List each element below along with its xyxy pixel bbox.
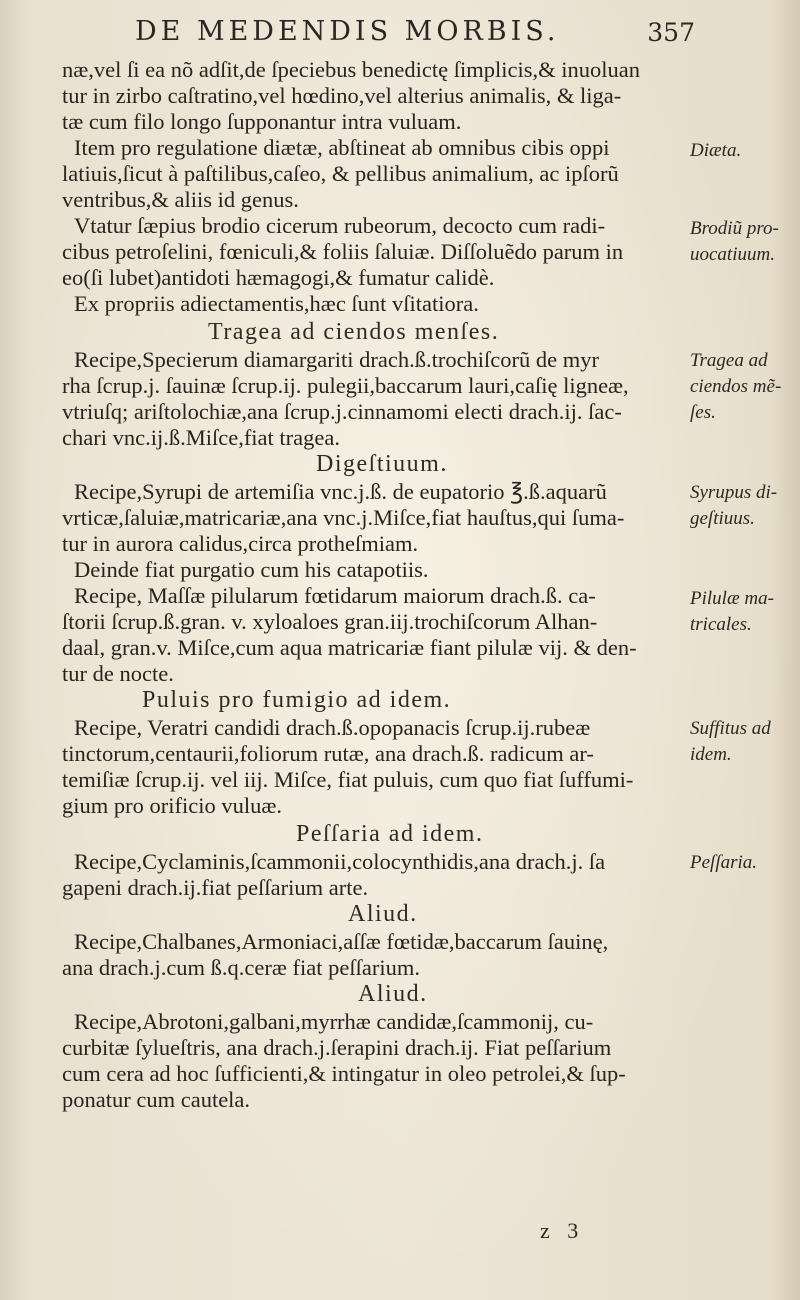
text-line: cum cera ad hoc ſufficienti,& intingatur in oleo petrolei,& ſup- xyxy=(62,1061,626,1086)
text-line: ponatur cum cautela. xyxy=(62,1087,251,1112)
margin-note: Suffitus ad xyxy=(690,718,771,739)
margin-note: geſtiuus. xyxy=(690,508,755,529)
text-line: vtriuſq; ariſtolochiæ,ana ſcrup.j.cinnamomi electi drach.ij. ſac- xyxy=(62,399,622,424)
section-heading: Tragea ad ciendos menſes. xyxy=(208,319,500,345)
running-title: DE MEDENDIS MORBIS. xyxy=(135,16,560,47)
text-line: tur de nocte. xyxy=(62,661,174,686)
text-line: tæ cum filo longo ſupponantur intra vuluam. xyxy=(62,109,462,134)
page-number: 357 xyxy=(647,18,695,47)
text-line: ventribus,& aliis id genus. xyxy=(62,187,299,212)
margin-note: Brodiũ pro- xyxy=(690,218,779,239)
margin-note: tricales. xyxy=(690,614,752,635)
text-line: daal, gran.v. Miſce,cum aqua matricariæ fiant pilulæ vij. & den- xyxy=(62,635,637,660)
text-line: Recipe, Veratri candidi drach.ß.opopanacis ſcrup.ij.rubeæ xyxy=(74,715,591,740)
margin-note: ſes. xyxy=(690,402,716,423)
text-line: cibus petroſelini, fœniculi,& foliis ſaluiæ. Diſſoluẽdo parum in xyxy=(62,239,624,264)
text-line: gapeni drach.ij.fiat peſſarium arte. xyxy=(62,875,369,900)
text-line: temiſiæ ſcrup.ij. vel iij. Miſce, fiat puluis, cum quo fiat ſuffumi- xyxy=(62,767,634,792)
margin-note: idem. xyxy=(690,744,732,765)
text-line: tur in aurora calidus,circa protheſmiam. xyxy=(62,531,419,556)
section-heading: Aliud. xyxy=(358,981,428,1007)
margin-note: Tragea ad xyxy=(690,350,768,371)
text-line: Deinde fiat purgatio cum his catapotiis. xyxy=(74,557,429,582)
text-line: eo(ſi lubet)antidoti hæmagogi,& fumatur calidè. xyxy=(62,265,495,290)
margin-note: Pilulæ ma- xyxy=(690,588,774,609)
text-line: vrticæ,ſaluiæ,matricariæ,ana vnc.j.Miſce,fiat hauſtus,qui ſuma- xyxy=(62,505,625,530)
text-line: latiuis,ſicut à paſtilibus,caſeo, & pellibus animalium, ac ipſorũ xyxy=(62,161,619,186)
text-line: gium pro orificio vuluæ. xyxy=(62,793,282,818)
section-heading: Peſſaria ad idem. xyxy=(296,821,484,847)
text-line: chari vnc.ij.ß.Miſce,fiat tragea. xyxy=(62,425,340,450)
section-heading: Puluis pro fumigio ad idem. xyxy=(142,687,452,713)
text-line: tinctorum,centaurii,foliorum rutæ, ana drach.ß. radicum ar- xyxy=(62,741,594,766)
margin-note: Peſſaria. xyxy=(690,852,758,873)
margin-note: Diæta. xyxy=(690,140,742,161)
section-heading: Digeſtiuum. xyxy=(316,451,448,477)
text-line: Recipe, Maſſæ pilularum fœtidarum maiorum drach.ß. ca- xyxy=(74,583,596,608)
margin-note: Syrupus di- xyxy=(690,482,778,503)
text-line: ana drach.j.cum ß.q.ceræ fiat peſſarium. xyxy=(62,955,420,980)
text-line: Recipe,Specierum diamargariti drach.ß.trochiſcorũ de myr xyxy=(74,347,600,372)
text-line: Vtatur ſæpius brodio cicerum rubeorum, decocto cum radi- xyxy=(74,213,606,238)
margin-note: uocatiuum. xyxy=(690,244,775,265)
text-line: Recipe,Syrupi de artemiſia vnc.j.ß. de eupatorio ℥.ß.aquarũ xyxy=(74,479,607,504)
text-line: Item pro regulatione diætæ, abſtineat ab omnibus cibis oppi xyxy=(74,135,610,160)
section-heading: Aliud. xyxy=(348,901,418,927)
text-line: Recipe,Abrotoni,galbani,myrrhæ candidæ,ſcammonij, cu- xyxy=(74,1009,594,1034)
text-line: ſtorii ſcrup.ß.gran. v. xyloaloes gran.iij.trochiſcorum Alhan- xyxy=(62,609,598,634)
margin-note: ciendos mẽ- xyxy=(690,376,782,397)
text-line: rha ſcrup.j. ſauinæ ſcrup.ij. pulegii,baccarum lauri,caſię ligneæ, xyxy=(62,373,629,398)
text-line: tur in zirbo caſtratino,vel hœdino,vel alterius animalis, & liga- xyxy=(62,83,622,108)
signature-mark: z 3 xyxy=(540,1218,585,1243)
text-line: næ,vel ſi ea nõ adſit,de ſpeciebus benedictę ſimplicis,& inuoluan xyxy=(62,57,640,82)
text-line: curbitæ ſylueſtris, ana drach.j.ſerapini drach.ij. Fiat peſſarium xyxy=(62,1035,612,1060)
text-line: Recipe,Cyclaminis,ſcammonii,colocynthidis,ana drach.j. ſa xyxy=(74,849,606,874)
text-line: Recipe,Chalbanes,Armoniaci,aſſæ fœtidæ,baccarum ſauinę, xyxy=(74,929,609,954)
text-line: Ex propriis adiectamentis,hæc ſunt vſitatiora. xyxy=(74,291,479,316)
running-head xyxy=(135,14,695,50)
